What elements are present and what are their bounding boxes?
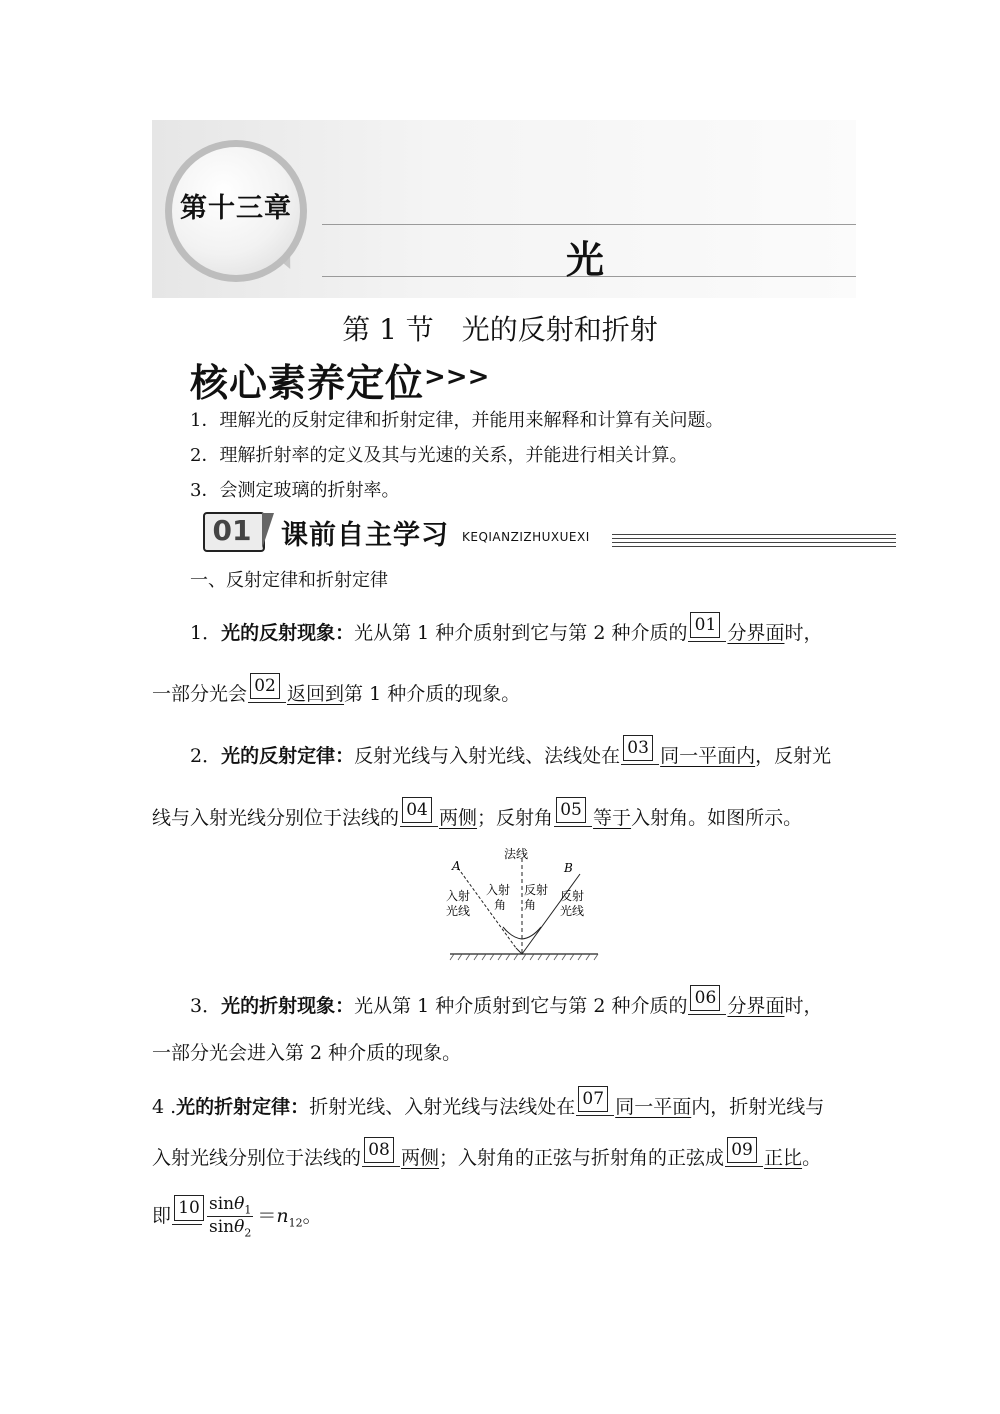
chevrons-icon: >>>	[424, 362, 490, 392]
text: 入射光线分别位于法线的	[152, 1147, 362, 1169]
blank-number: 09	[727, 1137, 757, 1163]
paragraph-line	[190, 990, 822, 1018]
answer: 两侧	[401, 1147, 440, 1169]
text: 第 1 种介质的现象。	[344, 683, 521, 705]
incident-ray-end	[516, 948, 522, 954]
answer-blank	[725, 1142, 763, 1167]
section-heading: 课前自主学习	[281, 520, 449, 551]
text: 时，	[784, 622, 823, 644]
var: n	[276, 1204, 289, 1227]
reflection-diagram	[440, 842, 604, 962]
text: 一部分光会	[152, 683, 248, 705]
answer: 正比	[764, 1147, 803, 1169]
answer-blank	[576, 1091, 614, 1116]
blank-number: 06	[690, 985, 720, 1011]
snell-fraction	[207, 1194, 253, 1240]
text: 入射角。如图所示。	[631, 807, 803, 829]
answer: 两侧	[439, 807, 478, 829]
goal-item: 2．理解折射率的定义及其与光速的关系，并能进行相关计算。	[190, 445, 688, 466]
section-subtitle: KEQIANZIZHUXUEXI	[462, 530, 590, 544]
reflect-angle-label: 反射	[524, 883, 549, 897]
blank-number: 10	[174, 1195, 204, 1221]
surface-hatching	[450, 954, 598, 960]
answer-blank	[688, 617, 726, 642]
incident-ray-label: 光线	[446, 904, 471, 918]
paragraph-line	[152, 802, 802, 830]
fn: sin	[209, 1194, 235, 1214]
text: 一部分光会进入第 2 种介质的现象。	[152, 1042, 462, 1064]
paragraph-line	[152, 1142, 821, 1170]
sub: 2	[244, 1226, 252, 1240]
sub: 1	[244, 1203, 252, 1217]
text: 反射光线与入射光线、法线处在	[354, 745, 621, 767]
answer: 等于	[593, 807, 632, 829]
fn: sin	[209, 1217, 235, 1238]
paragraph-line	[190, 740, 831, 768]
blank-number: 03	[623, 735, 653, 761]
goal-item: 1．理解光的反射定律和折射定律，并能用来解释和计算有关问题。	[190, 410, 724, 431]
sub: 12	[288, 1216, 303, 1230]
reflect-ray-label: 光线	[560, 904, 585, 918]
text: 。	[802, 1147, 822, 1169]
blank-number: 07	[578, 1086, 608, 1112]
text: 即	[152, 1204, 172, 1227]
answer: 分界面	[727, 995, 785, 1017]
term: 光的反射定律：	[221, 745, 355, 767]
blank-number: 01	[690, 612, 720, 638]
reflect-ray-label: 反射	[560, 889, 585, 903]
text: 线与入射光线分别位于法线的	[152, 807, 400, 829]
text: 光从第 1 种介质射到它与第 2 种介质的	[354, 622, 688, 644]
item-number: 4 .	[152, 1096, 177, 1118]
term: 光的折射现象：	[221, 995, 355, 1017]
answer-blank	[688, 990, 726, 1015]
answer: 返回到	[287, 683, 345, 705]
text: 。	[302, 1204, 322, 1227]
answer-blank	[621, 740, 659, 765]
text: ；反射角	[477, 807, 554, 829]
item-number: 2．	[190, 745, 222, 767]
term: 光的反射现象：	[221, 622, 355, 644]
text: ；入射角的正弦与折射角的正弦成	[439, 1147, 725, 1169]
section-title: 第 1 节 光的反射和折射	[342, 313, 658, 346]
point-b-label: B	[564, 861, 573, 875]
var: θ	[234, 1217, 245, 1238]
answer-blank	[400, 802, 438, 827]
blank-number: 02	[250, 673, 280, 699]
banner-rule-top	[322, 224, 856, 225]
answer: 同一平面内	[660, 745, 756, 767]
formula-line	[152, 1194, 322, 1240]
point-a-label: A	[452, 859, 461, 873]
text: ，反射光	[755, 745, 832, 767]
text: 折射光线、入射光线与法线处在	[309, 1096, 576, 1118]
core-literacy-heading: 核心素养定位	[190, 361, 425, 405]
paragraph-line	[190, 617, 822, 645]
section-triangle-icon	[262, 513, 274, 549]
goal-item: 3．会测定玻璃的折射率。	[190, 480, 400, 501]
answer-blank	[362, 1142, 400, 1167]
answer: 同一平面	[615, 1096, 692, 1118]
paragraph-line	[152, 1038, 461, 1065]
section-rule	[612, 534, 896, 535]
var: θ	[234, 1194, 245, 1214]
blank-number: 04	[402, 797, 432, 823]
equals: ＝	[257, 1204, 277, 1227]
term: 光的折射定律：	[176, 1096, 310, 1118]
item-number: 3．	[190, 995, 222, 1017]
content-heading: 一、反射定律和折射定律	[190, 570, 388, 591]
section-rule	[612, 542, 896, 543]
incident-angle-label: 入射	[486, 883, 511, 897]
text: 时，	[784, 995, 823, 1017]
reflect-angle-label: 角	[524, 898, 537, 912]
blank-number: 05	[556, 797, 586, 823]
section-rule	[612, 546, 896, 547]
text: 光从第 1 种介质射到它与第 2 种介质的	[354, 995, 688, 1017]
incident-angle-label: 角	[494, 898, 507, 912]
chapter-title: 光	[566, 238, 605, 282]
answer: 分界面	[727, 622, 785, 644]
section-number: 01	[212, 514, 252, 547]
chapter-label: 第十三章	[180, 193, 292, 224]
section-rule	[612, 538, 896, 539]
blank-number: 08	[364, 1137, 394, 1163]
text: 内，折射光线与	[691, 1096, 825, 1118]
answer-blank	[554, 802, 592, 827]
answer-blank	[248, 678, 286, 703]
normal-label: 法线	[504, 847, 529, 861]
paragraph-line	[152, 1091, 824, 1119]
item-number: 1．	[190, 622, 222, 644]
answer-blank	[172, 1197, 202, 1225]
paragraph-line	[152, 678, 520, 706]
incident-ray-label: 入射	[446, 889, 471, 903]
